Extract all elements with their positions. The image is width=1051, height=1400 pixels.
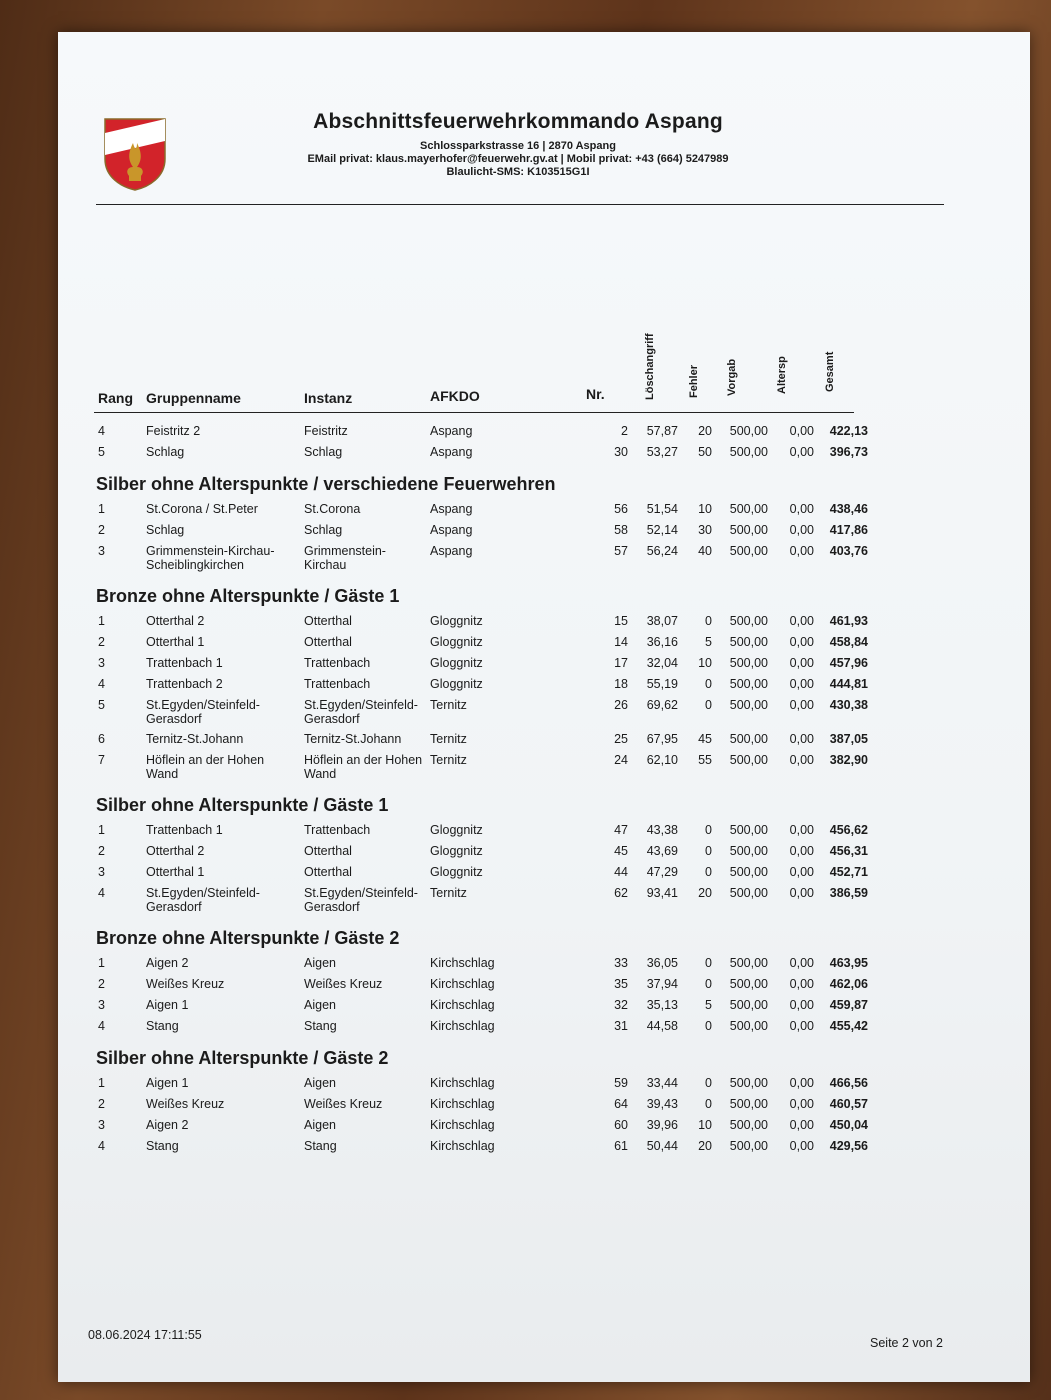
cell-vorgab: 500,00 (729, 753, 768, 767)
cell-nr: 45 (614, 844, 628, 858)
cell-gruppenname: Feistritz 2 (146, 424, 201, 438)
cell-vorgab: 500,00 (729, 998, 768, 1012)
cell-afkdo: Kirchschlag (430, 1139, 495, 1153)
cell-altersp: 0,00 (789, 502, 814, 516)
cell-instanz: Feistritz (304, 424, 348, 438)
cell-gruppenname: Schlag (146, 445, 185, 459)
cell-loeschangriff: 62,10 (646, 753, 678, 767)
cell-instanz: Trattenbach (304, 656, 371, 670)
cell-gesamt: 387,05 (829, 732, 868, 746)
cell-rang: 4 (98, 677, 105, 691)
cell-gesamt: 457,96 (829, 656, 868, 670)
cell-loeschangriff: 52,14 (646, 523, 678, 537)
cell-altersp: 0,00 (789, 445, 814, 459)
cell-gruppenname: Otterthal 1 (146, 635, 205, 649)
cell-rang: 3 (98, 998, 105, 1012)
cell-gruppenname: Trattenbach 1 (146, 656, 223, 670)
cell-nr: 56 (614, 502, 628, 516)
cell-instanz: Otterthal (304, 635, 352, 649)
col-gruppenname: Gruppenname (146, 390, 241, 406)
cell-afkdo: Gloggnitz (430, 823, 483, 837)
results-table (58, 32, 1030, 1382)
cell-gesamt: 450,04 (829, 1118, 868, 1132)
cell-rang: 3 (98, 1118, 105, 1132)
cell-gesamt: 417,86 (829, 523, 868, 537)
cell-loeschangriff: 39,43 (646, 1097, 678, 1111)
cell-instanz: Weißes Kreuz (304, 977, 383, 991)
cell-loeschangriff: 53,27 (646, 445, 678, 459)
cell-nr: 60 (614, 1118, 628, 1132)
cell-loeschangriff: 69,62 (646, 698, 678, 712)
col-instanz: Instanz (304, 390, 353, 406)
cell-rang: 1 (98, 614, 105, 628)
cell-loeschangriff: 56,24 (646, 544, 678, 558)
col-nr: Nr. (586, 386, 605, 402)
cell-gruppenname: St.Egyden/Steinfeld- Gerasdorf (146, 886, 260, 914)
cell-loeschangriff: 39,96 (646, 1118, 678, 1132)
cell-vorgab: 500,00 (729, 677, 768, 691)
cell-instanz: Trattenbach (304, 823, 371, 837)
cell-fehler: 50 (698, 445, 712, 459)
cell-rang: 3 (98, 544, 105, 558)
cell-gruppenname: St.Corona / St.Peter (146, 502, 258, 516)
cell-afkdo: Ternitz (430, 698, 467, 712)
cell-fehler: 0 (705, 677, 712, 691)
cell-rang: 6 (98, 732, 105, 746)
cell-vorgab: 500,00 (729, 544, 768, 558)
table-row (58, 544, 1030, 578)
cell-gruppenname: Weißes Kreuz (146, 1097, 225, 1111)
col-fehler: Fehler (688, 364, 700, 398)
cell-fehler: 0 (705, 865, 712, 879)
cell-altersp: 0,00 (789, 424, 814, 438)
cell-rang: 2 (98, 523, 105, 537)
cell-gesamt: 460,57 (829, 1097, 868, 1111)
cell-gesamt: 455,42 (829, 1019, 868, 1033)
cell-instanz: Stang (304, 1139, 337, 1153)
cell-instanz: Aigen (304, 998, 336, 1012)
cell-afkdo: Kirchschlag (430, 998, 495, 1012)
cell-gesamt: 382,90 (829, 753, 868, 767)
cell-fehler: 0 (705, 1097, 712, 1111)
cell-gruppenname: St.Egyden/Steinfeld- Gerasdorf (146, 698, 260, 726)
cell-vorgab: 500,00 (729, 502, 768, 516)
cell-instanz: St.Corona (304, 502, 361, 516)
cell-afkdo: Aspang (430, 502, 473, 516)
cell-vorgab: 500,00 (729, 886, 768, 900)
cell-fehler: 40 (698, 544, 712, 558)
cell-gruppenname: Weißes Kreuz (146, 977, 225, 991)
cell-afkdo: Ternitz (430, 732, 467, 746)
cell-fehler: 0 (705, 956, 712, 970)
cell-vorgab: 500,00 (729, 698, 768, 712)
cell-rang: 2 (98, 844, 105, 858)
cell-rang: 1 (98, 823, 105, 837)
cell-rang: 4 (98, 1139, 105, 1153)
cell-fehler: 20 (698, 886, 712, 900)
cell-gruppenname: Schlag (146, 523, 185, 537)
cell-gesamt: 403,76 (829, 544, 868, 558)
cell-altersp: 0,00 (789, 635, 814, 649)
cell-afkdo: Kirchschlag (430, 956, 495, 970)
cell-instanz: Höflein an der Hohen Wand (304, 753, 423, 781)
cell-vorgab: 500,00 (729, 1019, 768, 1033)
cell-nr: 17 (614, 656, 628, 670)
cell-loeschangriff: 37,94 (646, 977, 678, 991)
cell-altersp: 0,00 (789, 886, 814, 900)
cell-instanz: Otterthal (304, 614, 352, 628)
col-afkdo: AFKDO (430, 388, 480, 404)
cell-rang: 4 (98, 1019, 105, 1033)
cell-vorgab: 500,00 (729, 445, 768, 459)
cell-afkdo: Kirchschlag (430, 1076, 495, 1090)
cell-afkdo: Gloggnitz (430, 677, 483, 691)
cell-afkdo: Aspang (430, 544, 473, 558)
cell-loeschangriff: 44,58 (646, 1019, 678, 1033)
cell-fehler: 55 (698, 753, 712, 767)
cell-afkdo: Kirchschlag (430, 1019, 495, 1033)
cell-rang: 1 (98, 1076, 105, 1090)
cell-instanz: Grimmenstein- Kirchau (304, 544, 386, 572)
cell-fehler: 20 (698, 1139, 712, 1153)
table-row (58, 753, 1030, 787)
col-gesamt: Gesamt (824, 351, 836, 392)
cell-vorgab: 500,00 (729, 977, 768, 991)
cell-vorgab: 500,00 (729, 865, 768, 879)
cell-rang: 5 (98, 445, 105, 459)
sms-line: Blaulicht-SMS: K103515G1I (446, 166, 590, 178)
cell-vorgab: 500,00 (729, 1076, 768, 1090)
cell-instanz: Ternitz-St.Johann (304, 732, 402, 746)
cell-afkdo: Aspang (430, 445, 473, 459)
cell-afkdo: Gloggnitz (430, 635, 483, 649)
cell-gesamt: 444,81 (829, 677, 868, 691)
section-heading: Silber ohne Alterspunkte / Gäste 2 (96, 1048, 389, 1068)
cell-fehler: 0 (705, 823, 712, 837)
cell-instanz: Otterthal (304, 865, 352, 879)
cell-gesamt: 459,87 (829, 998, 868, 1012)
cell-fehler: 0 (705, 1019, 712, 1033)
cell-altersp: 0,00 (789, 865, 814, 879)
cell-vorgab: 500,00 (729, 844, 768, 858)
cell-loeschangriff: 43,69 (646, 844, 678, 858)
cell-nr: 61 (614, 1139, 628, 1153)
cell-altersp: 0,00 (789, 1019, 814, 1033)
cell-altersp: 0,00 (789, 1076, 814, 1090)
cell-gesamt: 396,73 (829, 445, 868, 459)
cell-loeschangriff: 57,87 (646, 424, 678, 438)
document-page (58, 32, 1030, 1382)
cell-gruppenname: Otterthal 2 (146, 614, 205, 628)
cell-fehler: 10 (698, 656, 712, 670)
cell-gesamt: 458,84 (829, 635, 868, 649)
cell-nr: 59 (614, 1076, 628, 1090)
cell-altersp: 0,00 (789, 677, 814, 691)
cell-fehler: 0 (705, 698, 712, 712)
cell-nr: 31 (614, 1019, 628, 1033)
cell-vorgab: 500,00 (729, 732, 768, 746)
section-heading: Silber ohne Alterspunkte / verschiedene Feuerwehren (96, 474, 556, 494)
table-row (58, 1139, 1030, 1173)
cell-fehler: 10 (698, 502, 712, 516)
section-heading: Bronze ohne Alterspunkte / Gäste 2 (96, 928, 400, 948)
cell-altersp: 0,00 (789, 1118, 814, 1132)
cell-rang: 4 (98, 886, 105, 900)
cell-altersp: 0,00 (789, 1139, 814, 1153)
cell-afkdo: Gloggnitz (430, 614, 483, 628)
cell-gruppenname: Trattenbach 2 (146, 677, 223, 691)
cell-afkdo: Gloggnitz (430, 844, 483, 858)
cell-vorgab: 500,00 (729, 656, 768, 670)
cell-gruppenname: Otterthal 2 (146, 844, 205, 858)
cell-loeschangriff: 33,44 (646, 1076, 678, 1090)
cell-rang: 1 (98, 956, 105, 970)
page-number: Seite 2 von 2 (870, 1336, 943, 1350)
cell-altersp: 0,00 (789, 1097, 814, 1111)
cell-loeschangriff: 67,95 (646, 732, 678, 746)
table-row (58, 698, 1030, 732)
cell-gesamt: 461,93 (829, 614, 868, 628)
cell-afkdo: Aspang (430, 424, 473, 438)
cell-gruppenname: Grimmenstein-Kirchau- Scheiblingkirchen (146, 544, 275, 572)
cell-rang: 3 (98, 865, 105, 879)
cell-instanz: Schlag (304, 523, 343, 537)
cell-fehler: 5 (705, 998, 712, 1012)
cell-nr: 15 (614, 614, 628, 628)
cell-altersp: 0,00 (789, 544, 814, 558)
cell-rang: 2 (98, 977, 105, 991)
cell-instanz: Trattenbach (304, 677, 371, 691)
cell-loeschangriff: 36,16 (646, 635, 678, 649)
cell-nr: 57 (614, 544, 628, 558)
cell-loeschangriff: 47,29 (646, 865, 678, 879)
cell-rang: 1 (98, 502, 105, 516)
cell-nr: 18 (614, 677, 628, 691)
col-vorgab: Vorgab (726, 358, 738, 396)
cell-rang: 5 (98, 698, 105, 712)
cell-altersp: 0,00 (789, 753, 814, 767)
col-rang: Rang (98, 390, 133, 406)
cell-vorgab: 500,00 (729, 1097, 768, 1111)
cell-nr: 44 (614, 865, 628, 879)
cell-nr: 35 (614, 977, 628, 991)
cell-fehler: 20 (698, 424, 712, 438)
cell-gesamt: 456,31 (829, 844, 868, 858)
cell-afkdo: Ternitz (430, 753, 467, 767)
cell-afkdo: Aspang (430, 523, 473, 537)
cell-afkdo: Kirchschlag (430, 977, 495, 991)
cell-instanz: Otterthal (304, 844, 352, 858)
cell-loeschangriff: 38,07 (646, 614, 678, 628)
cell-fehler: 30 (698, 523, 712, 537)
print-timestamp: 08.06.2024 17:11:55 (88, 1328, 202, 1342)
cell-gesamt: 466,56 (829, 1076, 868, 1090)
cell-gruppenname: Ternitz-St.Johann (146, 732, 244, 746)
cell-gruppenname: Otterthal 1 (146, 865, 205, 879)
cell-fehler: 10 (698, 1118, 712, 1132)
cell-altersp: 0,00 (789, 977, 814, 991)
cell-instanz: Aigen (304, 1118, 336, 1132)
cell-gesamt: 386,59 (829, 886, 868, 900)
cell-fehler: 5 (705, 635, 712, 649)
cell-loeschangriff: 93,41 (646, 886, 678, 900)
section-heading: Silber ohne Alterspunkte / Gäste 1 (96, 795, 389, 815)
cell-altersp: 0,00 (789, 614, 814, 628)
cell-gruppenname: Aigen 2 (146, 1118, 189, 1132)
cell-loeschangriff: 51,54 (646, 502, 678, 516)
cell-gruppenname: Stang (146, 1139, 179, 1153)
cell-altersp: 0,00 (789, 844, 814, 858)
cell-loeschangriff: 32,04 (646, 656, 678, 670)
cell-gruppenname: Stang (146, 1019, 179, 1033)
cell-altersp: 0,00 (789, 823, 814, 837)
cell-loeschangriff: 36,05 (646, 956, 678, 970)
cell-instanz: Weißes Kreuz (304, 1097, 383, 1111)
cell-rang: 2 (98, 1097, 105, 1111)
cell-gesamt: 463,95 (829, 956, 868, 970)
cell-loeschangriff: 55,19 (646, 677, 678, 691)
cell-gesamt: 452,71 (829, 865, 868, 879)
cell-gesamt: 429,56 (829, 1139, 868, 1153)
cell-nr: 32 (614, 998, 628, 1012)
cell-gesamt: 430,38 (829, 698, 868, 712)
cell-altersp: 0,00 (789, 732, 814, 746)
cell-gruppenname: Aigen 1 (146, 1076, 189, 1090)
cell-nr: 58 (614, 523, 628, 537)
cell-instanz: Schlag (304, 445, 343, 459)
cell-fehler: 45 (698, 732, 712, 746)
cell-afkdo: Kirchschlag (430, 1097, 495, 1111)
cell-nr: 62 (614, 886, 628, 900)
cell-vorgab: 500,00 (729, 1118, 768, 1132)
cell-loeschangriff: 35,13 (646, 998, 678, 1012)
col-loeschangriff: Löschangriff (644, 333, 656, 400)
cell-rang: 7 (98, 753, 105, 767)
cell-loeschangriff: 50,44 (646, 1139, 678, 1153)
cell-afkdo: Kirchschlag (430, 1118, 495, 1132)
cell-nr: 26 (614, 698, 628, 712)
cell-gesamt: 456,62 (829, 823, 868, 837)
cell-instanz: Aigen (304, 956, 336, 970)
cell-altersp: 0,00 (789, 656, 814, 670)
cell-vorgab: 500,00 (729, 614, 768, 628)
cell-vorgab: 500,00 (729, 635, 768, 649)
cell-gruppenname: Aigen 1 (146, 998, 189, 1012)
section-heading: Bronze ohne Alterspunkte / Gäste 1 (96, 586, 400, 606)
cell-fehler: 0 (705, 614, 712, 628)
cell-gesamt: 462,06 (829, 977, 868, 991)
cell-nr: 25 (614, 732, 628, 746)
cell-nr: 14 (614, 635, 628, 649)
cell-vorgab: 500,00 (729, 956, 768, 970)
cell-instanz: St.Egyden/Steinfeld- Gerasdorf (304, 698, 418, 726)
col-altersp: Altersp (776, 356, 788, 394)
cell-nr: 24 (614, 753, 628, 767)
cell-rang: 2 (98, 635, 105, 649)
cell-fehler: 0 (705, 977, 712, 991)
cell-instanz: Stang (304, 1019, 337, 1033)
cell-nr: 64 (614, 1097, 628, 1111)
cell-nr: 33 (614, 956, 628, 970)
cell-afkdo: Gloggnitz (430, 656, 483, 670)
address-line: Schlossparkstrasse 16 | 2870 Aspang (420, 140, 616, 152)
cell-vorgab: 500,00 (729, 424, 768, 438)
cell-nr: 30 (614, 445, 628, 459)
cell-vorgab: 500,00 (729, 523, 768, 537)
cell-loeschangriff: 43,38 (646, 823, 678, 837)
cell-gruppenname: Aigen 2 (146, 956, 189, 970)
cell-altersp: 0,00 (789, 956, 814, 970)
cell-afkdo: Ternitz (430, 886, 467, 900)
cell-nr: 2 (621, 424, 628, 438)
cell-afkdo: Gloggnitz (430, 865, 483, 879)
cell-altersp: 0,00 (789, 698, 814, 712)
cell-gesamt: 438,46 (829, 502, 868, 516)
cell-vorgab: 500,00 (729, 823, 768, 837)
cell-vorgab: 500,00 (729, 1139, 768, 1153)
organization-title: Abschnittsfeuerwehrkommando Aspang (313, 110, 723, 133)
cell-gruppenname: Trattenbach 1 (146, 823, 223, 837)
table-row (58, 886, 1030, 920)
cell-instanz: Aigen (304, 1076, 336, 1090)
cell-rang: 4 (98, 424, 105, 438)
cell-rang: 3 (98, 656, 105, 670)
cell-instanz: St.Egyden/Steinfeld- Gerasdorf (304, 886, 418, 914)
cell-fehler: 0 (705, 1076, 712, 1090)
contact-line: EMail privat: klaus.mayerhofer@feuerwehr.gv.at | Mobil privat: +43 (664) 5247989 (307, 153, 729, 165)
cell-altersp: 0,00 (789, 523, 814, 537)
cell-gruppenname: Höflein an der Hohen Wand (146, 753, 265, 781)
cell-nr: 47 (614, 823, 628, 837)
cell-fehler: 0 (705, 844, 712, 858)
cell-altersp: 0,00 (789, 998, 814, 1012)
cell-gesamt: 422,13 (829, 424, 868, 438)
